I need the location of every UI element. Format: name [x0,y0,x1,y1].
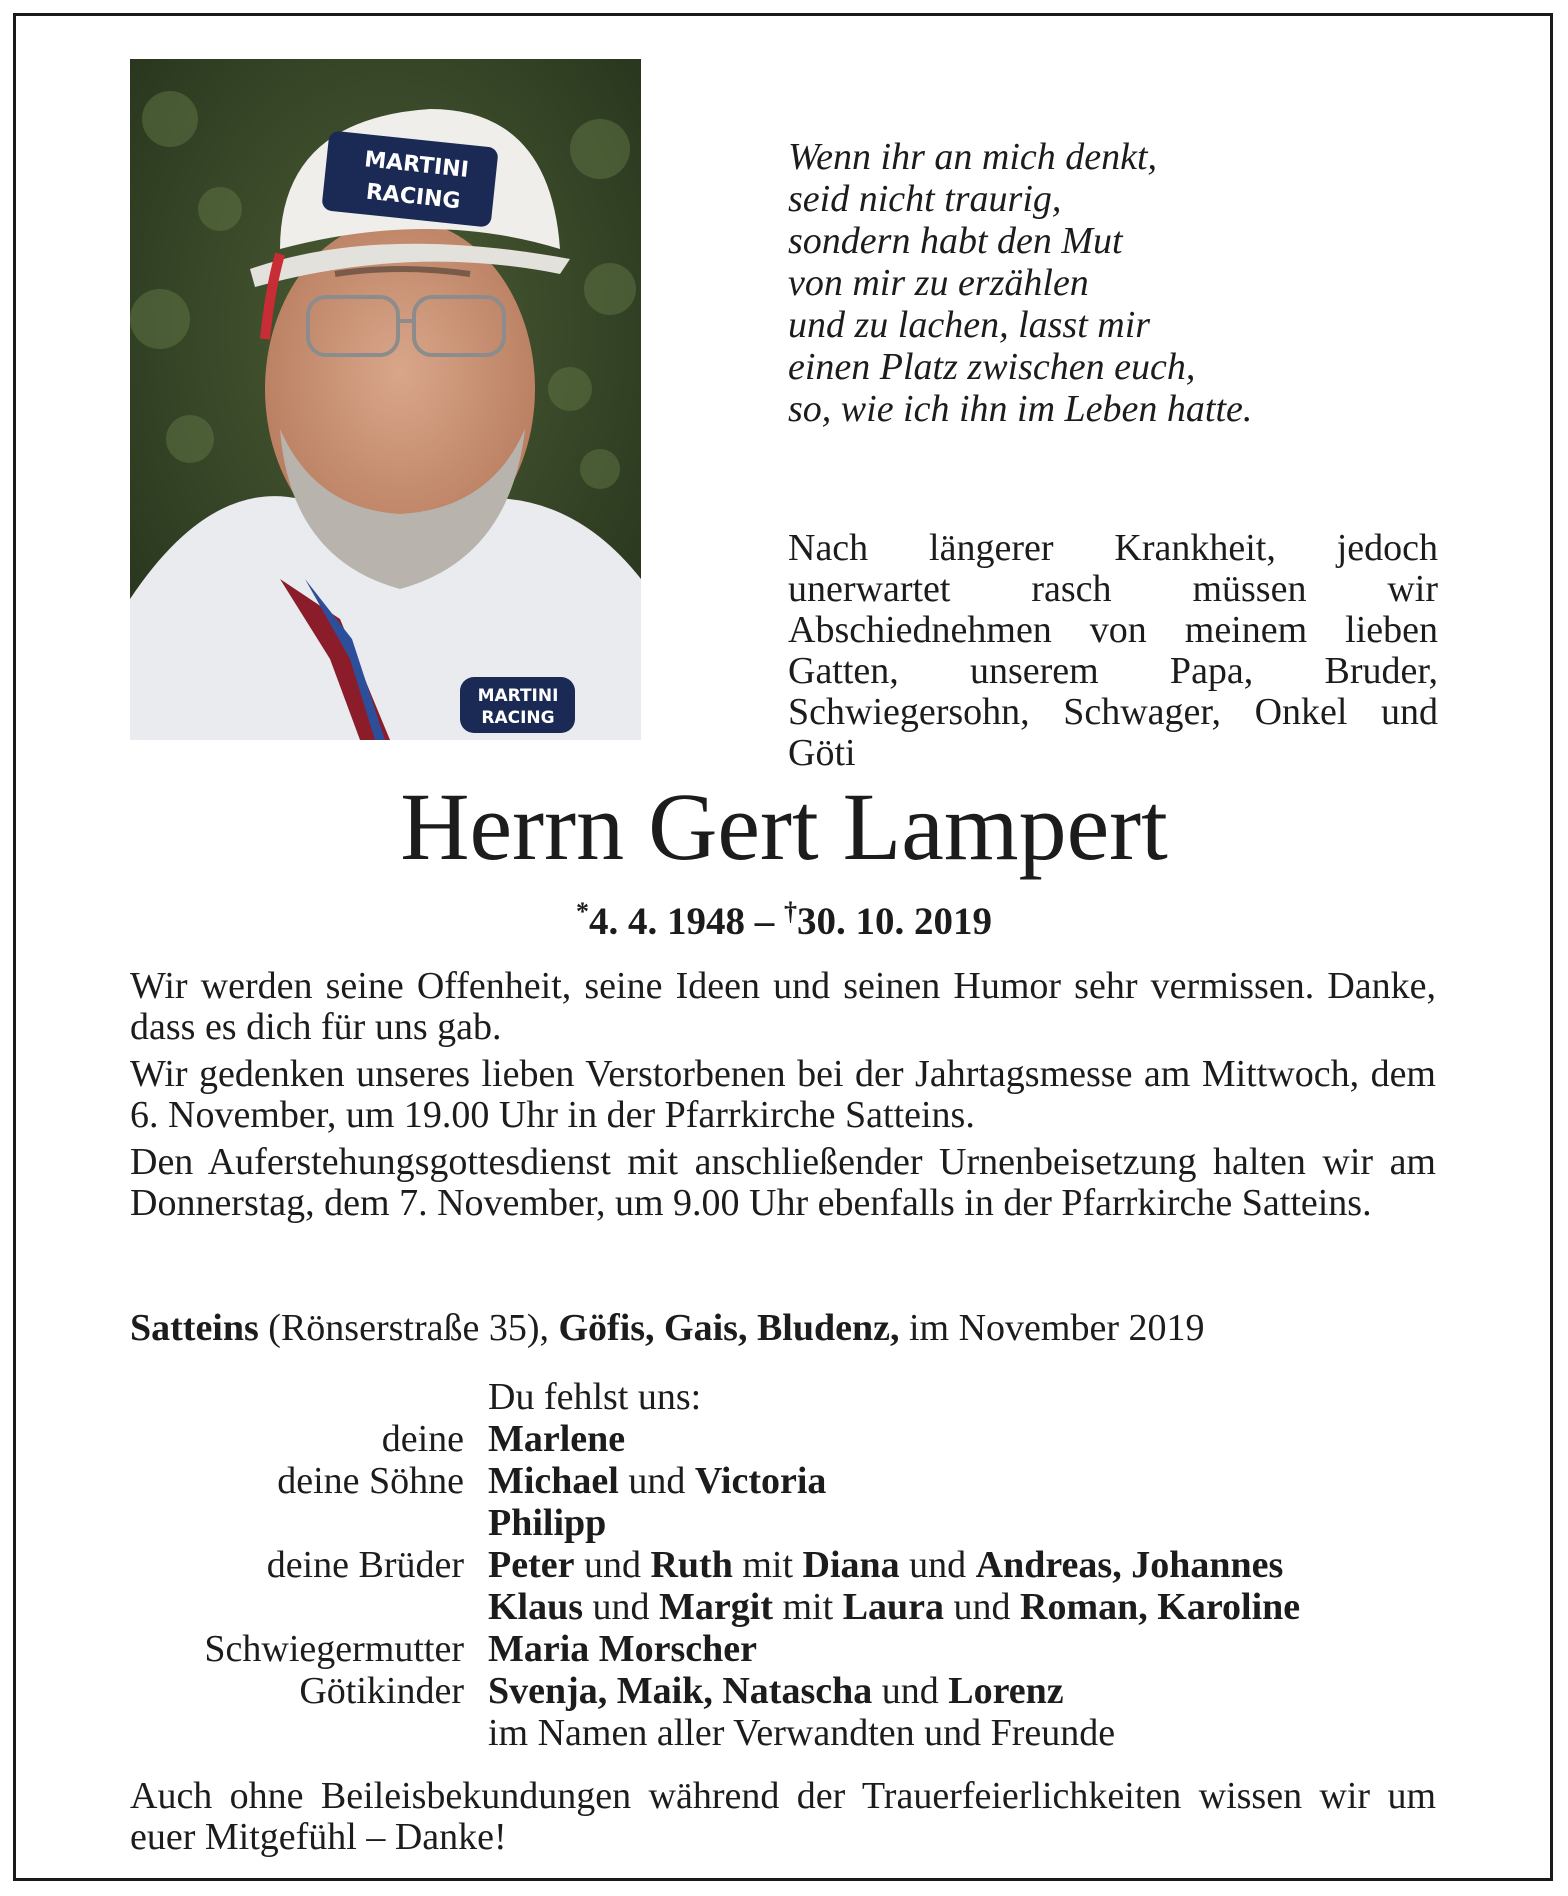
family-relation [130,1586,488,1628]
family-row [130,1670,1450,1712]
family-connector: und [574,1544,651,1586]
birth-date: 4. 4. 1948 [589,900,745,943]
family-connector: mit [732,1544,803,1586]
family-member-name: Svenja, Maik, Natascha [488,1670,873,1712]
family-relation [130,1502,488,1544]
family-member-name: Andreas, Johannes [975,1544,1284,1586]
family-connector: und [944,1586,1021,1628]
family-member-name: Laura [842,1586,945,1628]
family-member-name: Diana [802,1544,900,1586]
closing-text: Auch ohne Beileisbekundungen während der Trauerfeierlichkeiten wissen wir um euer Mitgefühl – Danke! [130,1775,1436,1858]
poem-line: Wenn ihr an mich denkt, [788,136,1158,178]
paragraph-funeral: Den Auferstehungsgottesdienst mit anschließender Urnenbeisetzung halten wir am Donnerstag, dem 7. November, um 9.00 Uhr ebenfalls in der Pfarrkirche Satteins. [130,1141,1436,1224]
family-row [130,1628,1450,1670]
shirt-logo-text-bottom: RACING [481,708,555,728]
life-dates [0,888,1568,946]
death-date: 30. 10. 2019 [797,900,992,943]
deceased-name: Herrn Gert Lampert [400,773,1168,880]
family-heading-row [130,1376,1450,1418]
family-connector: und [872,1670,949,1712]
family-list [130,1376,1450,1754]
family-names [488,1586,1450,1628]
birth-symbol: * [576,897,589,926]
place-date: im November 2019 [909,1307,1205,1349]
cap-logo-text-top: MARTINI [363,147,470,184]
family-member-name: Marlene [488,1418,626,1460]
family-relation: Schwiegermutter [204,1628,464,1670]
intro-text: Nach längerer Krankheit, jedoch unerwartet rasch müssen wir Abschiednehmen von meinem lieben Gatten, unserem Papa, Bruder, Schwiegersohn, Schwager, Onkel und Göti [788,527,1438,774]
family-member-name: Philipp [488,1502,607,1544]
family-row [130,1502,1450,1544]
family-relation: deine [381,1418,464,1460]
family-member-name: Roman, Karoline [1020,1586,1301,1628]
family-row [130,1712,1450,1754]
family-names [488,1628,1450,1670]
family-heading: Du fehlst uns: [488,1376,702,1418]
poem-line: so, wie ich ihn im Leben hatte. [788,388,1253,430]
family-member-name: Michael [488,1460,619,1502]
family-member-name: Victoria [694,1460,827,1502]
family-connector: und [618,1460,695,1502]
family-connector: mit [773,1586,843,1628]
poem-line: einen Platz zwischen euch, [788,346,1196,388]
poem-line: seid nicht traurig, [788,178,1062,220]
place-address: (Rönserstraße 35), [268,1307,549,1349]
family-relation: Götikinder [299,1670,464,1712]
family-names [488,1670,1450,1712]
poem-line: und zu lachen, lasst mir [788,304,1151,346]
family-row [130,1460,1450,1502]
family-names [488,1460,1450,1502]
family-relation: deine Söhne [277,1460,464,1502]
family-member-name: Margit [659,1586,773,1628]
family-relation: deine Brüder [266,1544,464,1586]
family-relation [130,1712,488,1754]
family-connector: und [899,1544,976,1586]
family-connector: im Namen aller Verwandten und Freunde [488,1712,1116,1754]
family-member-name: Ruth [650,1544,733,1586]
family-member-name: Klaus [488,1586,584,1628]
cap-logo-text-bottom: RACING [364,179,462,215]
poem-line: sondern habt den Mut [788,220,1123,262]
family-names [488,1712,1450,1754]
family-member-name: Maria Morscher [488,1628,758,1670]
places-line [130,1308,1450,1349]
family-member-name: Lorenz [948,1670,1064,1712]
portrait-photo [130,59,641,740]
death-symbol: † [784,897,797,926]
family-connector: und [583,1586,660,1628]
family-member-name: Peter [488,1544,575,1586]
poem-line: von mir zu erzählen [788,262,1089,304]
place-others: Göfis, Gais, Bludenz, [558,1307,900,1349]
family-names [488,1502,1450,1544]
family-names [488,1418,1450,1460]
place-town: Satteins [130,1307,259,1349]
paragraph-memory: Wir werden seine Offenheit, seine Ideen und seinen Humor sehr vermissen. Danke, dass es dich für uns gab. [130,965,1436,1048]
poem [788,136,1468,430]
paragraph-mass: Wir gedenken unseres lieben Verstorbenen bei der Jahrtagsmesse am Mittwoch, dem 6. November, um 19.00 Uhr in der Pfarrkirche Satteins. [130,1053,1436,1136]
family-row [130,1586,1450,1628]
family-row [130,1544,1450,1586]
date-separator: – [754,900,775,943]
family-row [130,1418,1450,1460]
family-names [488,1544,1450,1586]
shirt-logo-text-top: MARTINI [477,686,559,706]
